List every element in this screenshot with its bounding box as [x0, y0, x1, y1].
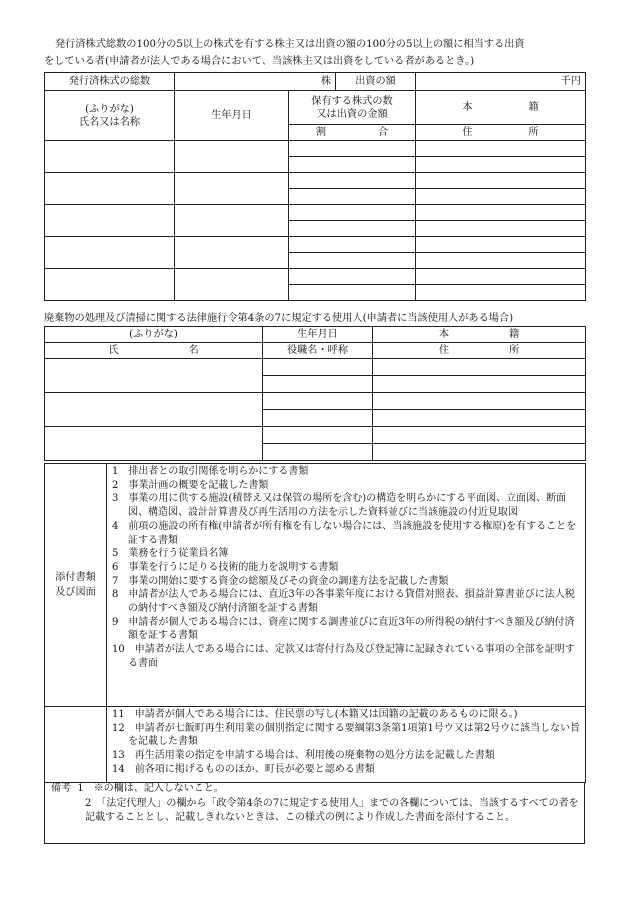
entry-held-cell[interactable]: [289, 237, 416, 253]
intro-line-1: 発行済株式総数の100分の5以上の株式を有する株主又は出資の額の100分の5以上の額に相当する出資: [55, 39, 525, 50]
ratio-a: 割: [315, 127, 326, 138]
entry-name-cell[interactable]: [45, 173, 175, 205]
capital-label: 出資の額: [336, 73, 416, 91]
attachments-label-2: 及び図面: [55, 587, 96, 598]
attachments-list: [107, 464, 586, 707]
entry-address-cell[interactable]: [416, 253, 586, 269]
attachment-item: 1 排出者との取引関係を明らかにする書類: [112, 466, 309, 477]
address-b: 所: [528, 127, 539, 138]
entry-name-cell[interactable]: [45, 269, 175, 301]
entry-held-cell[interactable]: [289, 269, 416, 285]
furigana-label: (ふりがな): [85, 103, 134, 115]
emp-domicile-cell[interactable]: [373, 359, 586, 376]
entry-ratio-cell[interactable]: [289, 221, 416, 237]
emp-address-a: 住: [438, 345, 449, 356]
address-header: [416, 125, 586, 141]
emp-dob-cell[interactable]: [263, 359, 373, 376]
emp-name-b: 名: [188, 345, 199, 356]
attachment-item: 13 再生活用業の指定を申請する場合は、利用後の廃棄物の処分方法を記載した書類: [112, 750, 495, 762]
emp-address-header: [373, 343, 586, 359]
held-header: [289, 91, 416, 125]
name-label: 氏名又は名称: [78, 116, 141, 128]
entry-domicile-cell[interactable]: [416, 237, 586, 253]
emp-role-header: 役職名・呼称: [263, 343, 373, 359]
entry-dob-cell[interactable]: [175, 141, 289, 173]
domicile-b: 籍: [528, 102, 539, 113]
total-shares-label: 発行済株式の総数: [45, 73, 175, 91]
emp-domicile-cell[interactable]: [373, 393, 586, 410]
emp-domicile-header: [373, 327, 586, 343]
emp-domicile-b: 籍: [509, 329, 520, 340]
ratio-header: [289, 125, 416, 141]
entry-held-cell[interactable]: [289, 141, 416, 157]
emp-domicile-a: 本: [438, 329, 449, 340]
attachment-item: 3 事業の用に供する施設(積替え又は保管の場所を含む)の構造を明らかにする平面図、立面図、断面図、構造図、設計計算書及び再生活用の方法を示した資料並びに当該施設の付近見取図: [112, 493, 567, 519]
emp-name-a: 氏: [108, 345, 119, 356]
attachment-item: 14 前各項に掲げるもののほか、町長が必要と認める書類: [112, 763, 375, 775]
emp-address-b: 所: [509, 345, 520, 356]
attachment-item: 2 事業計画の概要を記載した書類: [112, 479, 269, 491]
emp-address-cell[interactable]: [373, 410, 586, 427]
entry-held-cell[interactable]: [289, 205, 416, 221]
entry-dob-cell[interactable]: [175, 205, 289, 237]
entry-ratio-cell[interactable]: [289, 285, 416, 301]
shareholder-table: [44, 72, 586, 301]
dob-header: 生年月日: [175, 91, 289, 141]
emp-name-header: [45, 343, 263, 359]
entry-ratio-cell[interactable]: [289, 189, 416, 205]
entry-domicile-cell[interactable]: [416, 173, 586, 189]
emp-address-cell[interactable]: [373, 376, 586, 393]
attachment-item: 5 業務を行う従業員名簿: [112, 548, 229, 560]
note-1: 1 ※の欄は、記入しないこと。: [77, 783, 224, 794]
attachments-table: [44, 463, 586, 783]
address-a: 住: [462, 127, 473, 138]
entry-domicile-cell[interactable]: [416, 205, 586, 221]
emp-role-cell[interactable]: [263, 410, 373, 427]
emp-role-cell[interactable]: [263, 376, 373, 393]
emp-furigana-header: (ふりがな): [45, 327, 263, 343]
ratio-b: 合: [378, 127, 389, 138]
name-header: [45, 91, 175, 141]
attachment-item: 8 申請者が法人である場合には、直近3年の各事業年度における貸借対照表、損益計算書並びに法人税の納付すべき額及び納付済額を証する書類: [112, 589, 575, 615]
shareholder-section-intro: [44, 36, 592, 70]
entry-dob-cell[interactable]: [175, 173, 289, 205]
entry-ratio-cell[interactable]: [289, 157, 416, 173]
notes-box: [44, 782, 585, 844]
emp-role-cell[interactable]: [263, 444, 373, 461]
attachment-item: 4 前項の施設の所有権(申請者が所有権を有しない場合には、当該施設を使用する権原)を有することを証する書類: [112, 520, 577, 546]
emp-name-cell[interactable]: [45, 427, 263, 461]
held-label-1: 保有する株式の数: [311, 95, 393, 107]
entry-domicile-cell[interactable]: [416, 141, 586, 157]
emp-name-cell[interactable]: [45, 359, 263, 393]
attachments-label: [45, 464, 107, 707]
entry-dob-cell[interactable]: [175, 237, 289, 269]
held-label-2: 又は出資の金額: [316, 108, 388, 120]
emp-dob-cell[interactable]: [263, 427, 373, 444]
emp-name-cell[interactable]: [45, 393, 263, 427]
note-2: 2 「法定代理人」の欄から「政令第4条の7に規定する使用人」までの各欄については、当該するすべての者を記載することとし、記載しきれないときは、この様式の例により作成した書面を添付すること。: [85, 797, 579, 824]
entry-address-cell[interactable]: [416, 221, 586, 237]
attachment-item: 12 申請者が七飯町再生利用業の個別指定に関する要綱第3条第1項第1号ウ又は第2号ウに該当しない旨を記載した書類: [112, 722, 581, 748]
emp-dob-header: 生年月日: [263, 327, 373, 343]
emp-domicile-cell[interactable]: [373, 427, 586, 444]
total-shares-unit: 株: [175, 73, 336, 91]
entry-dob-cell[interactable]: [175, 269, 289, 301]
entry-domicile-cell[interactable]: [416, 269, 586, 285]
emp-address-cell[interactable]: [373, 444, 586, 461]
employee-table: [44, 326, 586, 461]
attachment-item: 7 事業の開始に要する資金の総額及びその資金の調達方法を記載した書類: [112, 575, 449, 587]
entry-address-cell[interactable]: [416, 157, 586, 173]
entry-address-cell[interactable]: [416, 189, 586, 205]
entry-address-cell[interactable]: [416, 285, 586, 301]
notes-label: 備考: [51, 783, 71, 794]
entry-ratio-cell[interactable]: [289, 253, 416, 269]
entry-name-cell[interactable]: [45, 205, 175, 237]
notes-line-1: [45, 782, 584, 797]
attachment-item: 6 事業を行うに足りる技術的能力を説明する書類: [112, 561, 339, 573]
attachment-item: 9 申請者が個人である場合には、資産に関する調書並びに直近3年の所得税の納付すべき額及び納付済額を証する書類: [112, 616, 575, 642]
attachments-label-1: 添付書類: [55, 572, 96, 583]
capital-unit: 千円: [416, 73, 586, 91]
attachments-label-blank: [45, 707, 107, 783]
attachments-list-2: [107, 707, 586, 783]
attachment-item: 10 申請者が法人である場合には、定款又は寄付行為及び登記簿に記録されている事項の全部を証明する書面: [112, 644, 575, 669]
domicile-a: 本: [462, 102, 473, 113]
attachment-item: 11 申請者が個人である場合には、住民票の写し(本籍又は国籍の記載のあるものに限る。): [112, 709, 518, 720]
emp-dob-cell[interactable]: [263, 393, 373, 410]
intro-line-2: をしている者(申請者が法人である場合において、当該株主又は出資をしている者があるとき。): [44, 56, 475, 67]
entry-held-cell[interactable]: [289, 173, 416, 189]
domicile-header: [416, 91, 586, 125]
entry-name-cell[interactable]: [45, 237, 175, 269]
employee-section-title: 廃棄物の処理及び清掃に関する法律施行令第4条の7に規定する使用人(申請者に当該使用人がある場合): [44, 313, 514, 324]
entry-name-cell[interactable]: [45, 141, 175, 173]
